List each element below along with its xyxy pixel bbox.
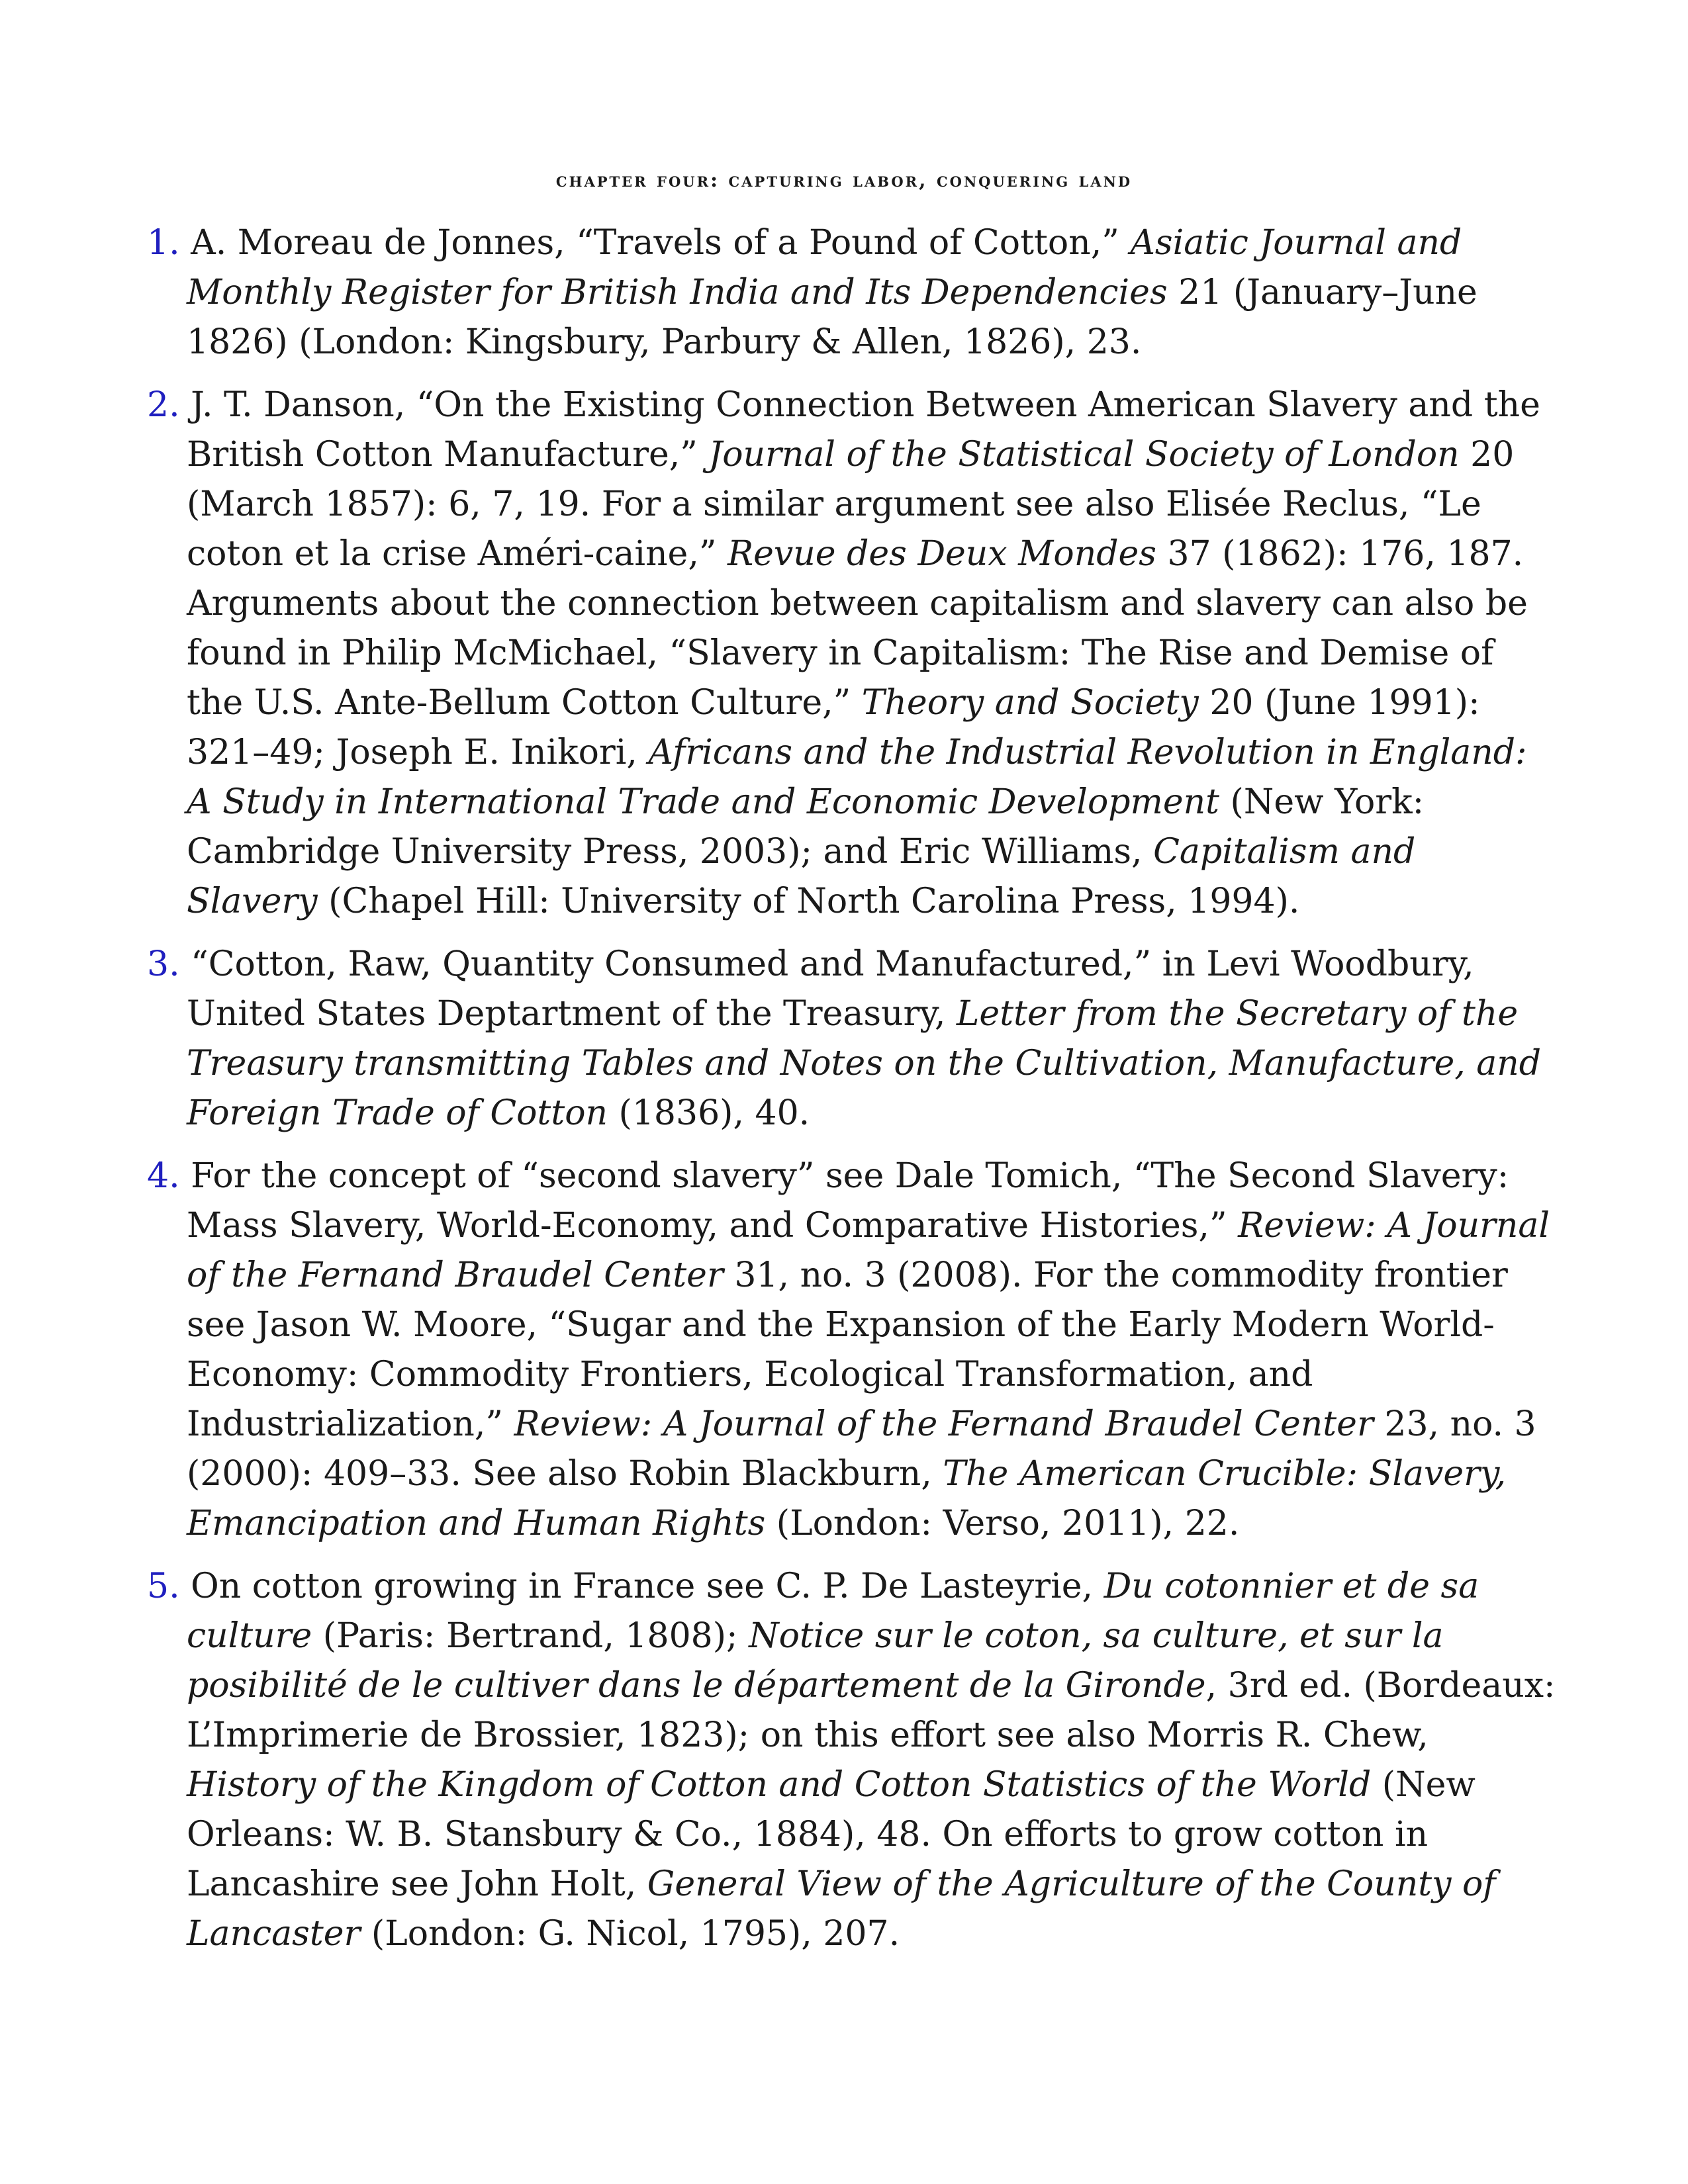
note-title: Letter from the Secretary of the Treasury transmitting Tables and Notes on the Cultivation, Manufacture, and Foreign Trade of Cotton <box>187 994 1542 1133</box>
note-segment: (Chapel Hill: University of North Carolina Press, 1994). <box>317 882 1300 921</box>
note-number-link[interactable]: 5. <box>147 1567 180 1606</box>
endnote <box>147 1152 1557 1549</box>
endnote <box>147 940 1557 1138</box>
note-segment: (London: Verso, 2011), 22. <box>765 1504 1240 1543</box>
note-segment: 37 (1862): 176, 187. Arguments about the connection between capitalism and slavery can also be found in Philip McMichael, “Slavery in Capitalism: The Rise and Demise of the U.S. Ante-Bellum Cotton Culture,” <box>187 534 1528 723</box>
note-segment: (New York: Cambridge University Press, 2003); and Eric Williams, <box>187 782 1425 872</box>
note-segment: (London: G. Nicol, 1795), 207. <box>360 1914 900 1954</box>
note-segment: “Cotton, Raw, Quantity Consumed and Manufactured,” in Levi Woodbury, United States Deptartment of the Treasury, <box>179 944 1474 1034</box>
endnote <box>147 381 1557 927</box>
note-segment: 23, no. 3 (2000): 409–33. See also Robin Blackburn, <box>187 1404 1536 1494</box>
note-title: Theory and Society <box>861 683 1199 723</box>
note-title: History of the Kingdom of Cotton and Cotton Statistics of the World <box>187 1765 1372 1805</box>
note-segment: 20 (March 1857): 6, 7, 19. For a similar argument see also Elisée Reclus, “Le coton et la crise Améri-caine,” <box>187 435 1515 574</box>
note-title: Review: A Journal of the Fernand Braudel Center <box>187 1206 1550 1295</box>
note-title: Review: A Journal of the Fernand Braudel Center <box>514 1404 1374 1444</box>
note-title: Asiatic Journal and Monthly Register for British India and Its Dependencies <box>187 223 1462 312</box>
note-title: The American Crucible: Slavery, Emancipation and Human Rights <box>187 1454 1506 1543</box>
note-title: Notice sur le coton, sa culture, et sur la posibilité de le cultiver dans le département de la Gironde <box>187 1616 1444 1706</box>
running-head: chapter four: capturing labor, conquering land <box>555 169 1133 192</box>
note-title: Revue des Deux Mondes <box>727 534 1156 574</box>
note-title: Africans and the Industrial Revolution in England: A Study in International Trade and Economic Development <box>187 733 1527 822</box>
note-segment: , 3rd ed. (Bordeaux: L’Imprimerie de Brossier, 1823); on this effort see also Morris R. Chew, <box>187 1666 1556 1755</box>
note-segment: A. Moreau de Jonnes, “Travels of a Pound of Cotton,” <box>179 223 1131 263</box>
note-title: Capitalism and Slavery <box>187 832 1416 921</box>
note-segment: 20 (June 1991): 321–49; Joseph E. Inikori, <box>187 683 1480 772</box>
note-segment: (New Orleans: W. B. Stansbury & Co., 1884), 48. On efforts to grow cotton in Lancashire see John Holt, <box>187 1765 1476 1904</box>
note-number-link[interactable]: 3. <box>147 944 180 984</box>
note-number-link[interactable]: 2. <box>147 385 180 425</box>
endnote <box>147 218 1557 367</box>
note-segment: (Paris: Bertrand, 1808); <box>312 1616 749 1656</box>
note-title: General View of the Agriculture of the County of Lancaster <box>187 1864 1496 1954</box>
endnote <box>147 1562 1557 1959</box>
note-segment: On cotton growing in France see C. P. De Lasteyrie, <box>179 1567 1104 1606</box>
note-segment: J. T. Danson, “On the Existing Connection Between American Slavery and the British Cotton Manufacture,” <box>179 385 1540 475</box>
note-segment: (1836), 40. <box>608 1093 810 1133</box>
note-title: Journal of the Statistical Society of London <box>708 435 1460 475</box>
note-segment: 21 (January–June 1826) (London: Kingsbury, Parbury & Allen, 1826), 23. <box>187 273 1477 362</box>
note-number-link[interactable]: 1. <box>147 223 180 263</box>
note-segment: For the concept of “second slavery” see Dale Tomich, “The Second Slavery: Mass Slavery, World-Economy, and Comparative Histories,” <box>179 1156 1509 1246</box>
note-number-link[interactable]: 4. <box>147 1156 180 1196</box>
note-segment: 31, no. 3 (2008). For the commodity frontier see Jason W. Moore, “Sugar and the Expansion of the Early Modern World-Economy: Commodity Frontiers, Ecological Transformation, and Industrialization,” <box>187 1255 1508 1444</box>
endnotes-list <box>147 218 1557 1972</box>
note-title: Du cotonnier et de sa culture <box>187 1567 1479 1656</box>
